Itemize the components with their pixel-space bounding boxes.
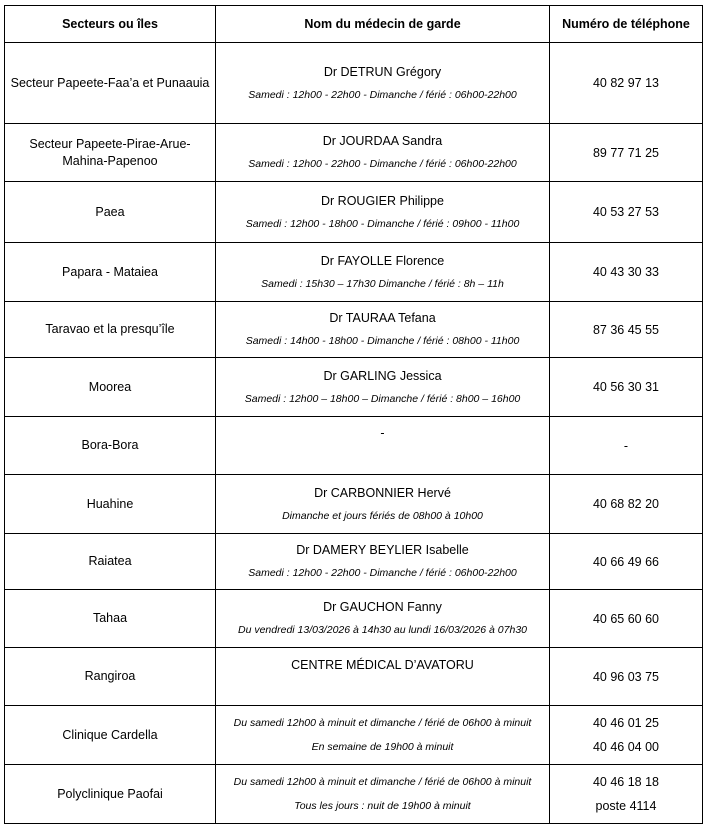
phone-cell: [550, 765, 703, 824]
doctor-name: Dr GAUCHON Fanny: [323, 600, 442, 614]
schedule-text: Samedi : 14h00 - 18h00 - Dimanche / férié : 08h00 - 11h00: [245, 335, 520, 347]
phone-cell: 40 43 30 33: [550, 243, 703, 302]
header-doctor: Nom du médecin de garde: [216, 6, 550, 43]
sector-cell: Rangiroa: [5, 648, 216, 706]
doctor-name: Dr DETRUN Grégory: [323, 64, 442, 79]
phone-number: 40 46 04 00: [592, 740, 660, 754]
schedule-text: En semaine de 19h00 à minuit: [311, 741, 454, 753]
doctor-cell: [216, 534, 550, 590]
table-row: [5, 534, 703, 590]
header-sector: Secteurs ou îles: [5, 6, 216, 43]
doctor-name: Dr TAURAA Tefana: [329, 311, 436, 325]
doctor-name: Dr FAYOLLE Florence: [320, 253, 445, 268]
sector-cell: Moorea: [5, 358, 216, 417]
phone-number: 40 46 18 18: [592, 775, 660, 789]
doctor-name: Dr JOURDAA Sandra: [322, 134, 443, 148]
doctor-name: CENTRE MÉDICAL D’AVATORU: [291, 658, 474, 672]
table-row: [5, 475, 703, 534]
doctor-name: Dr GARLING Jessica: [323, 368, 442, 383]
phone-cell: 40 82 97 13: [550, 43, 703, 124]
phone-cell: 40 65 60 60: [550, 590, 703, 648]
schedule-text: Samedi : 12h00 - 22h00 - Dimanche / férié : 06h00-22h00: [248, 567, 517, 579]
sector-cell: Paea: [5, 182, 216, 243]
schedule-text: Samedi : 12h00 - 22h00 - Dimanche / férié : 06h00-22h00: [248, 88, 517, 101]
sector-cell: Huahine: [5, 475, 216, 534]
doctor-cell: [216, 706, 550, 765]
doctor-cell: [216, 182, 550, 243]
phone-cell: -: [550, 417, 703, 475]
doctor-cell: [216, 765, 550, 824]
doctor-cell: [216, 648, 550, 706]
table-row: [5, 124, 703, 182]
doctor-cell: [216, 243, 550, 302]
schedule-text: Dimanche et jours fériés de 08h00 à 10h00: [282, 509, 483, 522]
table-row: [5, 590, 703, 648]
sector-cell: Papara - Mataiea: [5, 243, 216, 302]
doctor-cell: [216, 358, 550, 417]
doctor-cell: [216, 43, 550, 124]
header-phone: Numéro de téléphone: [550, 6, 703, 43]
phone-number: 40 46 01 25: [592, 716, 660, 730]
table-row: [5, 302, 703, 358]
sector-cell: Polyclinique Paofai: [5, 765, 216, 824]
sector-cell: Secteur Papeete-Faa’a et Punaauia: [5, 43, 216, 124]
header-row: [5, 6, 703, 43]
table-row: [5, 765, 703, 824]
doctor-name: Dr ROUGIER Philippe: [321, 193, 444, 208]
phone-extension: poste 4114: [595, 799, 657, 813]
schedule-text: Samedi : 12h00 – 18h00 – Dimanche / férié : 8h00 – 16h00: [244, 392, 521, 405]
doctor-name: Dr CARBONNIER Hervé: [314, 485, 451, 500]
table-row: [5, 648, 703, 706]
table-row: [5, 43, 703, 124]
sector-cell: Raiatea: [5, 534, 216, 590]
doctor-cell: [216, 475, 550, 534]
schedule-text: Samedi : 15h30 – 17h30 Dimanche / férié : 8h – 11h: [261, 277, 504, 290]
schedule-text: Tous les jours : nuit de 19h00 à minuit: [294, 800, 471, 812]
phone-cell: 40 68 82 20: [550, 475, 703, 534]
phone-cell: 87 36 45 55: [550, 302, 703, 358]
sector-cell: Tahaa: [5, 590, 216, 648]
sector-cell: Bora-Bora: [5, 417, 216, 475]
phone-cell: 40 53 27 53: [550, 182, 703, 243]
phone-cell: 40 66 49 66: [550, 534, 703, 590]
doctor-cell: [216, 417, 550, 475]
schedule-text: Samedi : 12h00 - 18h00 - Dimanche / férié : 09h00 - 11h00: [245, 217, 520, 230]
phone-cell: 89 77 71 25: [550, 124, 703, 182]
table-row: [5, 182, 703, 243]
doctor-cell: [216, 302, 550, 358]
schedule-text: Samedi : 12h00 - 22h00 - Dimanche / férié : 06h00-22h00: [248, 158, 517, 170]
schedule-text: Du vendredi 13/03/2026 à 14h30 au lundi 16/03/2026 à 07h30: [238, 624, 527, 636]
doctor-name: -: [380, 426, 385, 440]
table-row: [5, 706, 703, 765]
doctor-name: Dr DAMERY BEYLIER Isabelle: [296, 543, 469, 557]
doctor-cell: [216, 590, 550, 648]
table-row: [5, 358, 703, 417]
phone-cell: 40 96 03 75: [550, 648, 703, 706]
on-call-doctors-table: [4, 5, 703, 824]
sector-cell: Taravao et la presqu’île: [5, 302, 216, 358]
table-row: [5, 417, 703, 475]
schedule-text: Du samedi 12h00 à minuit et dimanche / férié de 06h00 à minuit: [233, 717, 532, 729]
schedule-text: Du samedi 12h00 à minuit et dimanche / férié de 06h00 à minuit: [233, 776, 532, 788]
table-row: [5, 243, 703, 302]
sector-cell: Secteur Papeete-Pirae-Arue-Mahina-Papenoo: [5, 124, 216, 182]
sector-cell: Clinique Cardella: [5, 706, 216, 765]
doctor-cell: [216, 124, 550, 182]
phone-cell: [550, 706, 703, 765]
phone-cell: 40 56 30 31: [550, 358, 703, 417]
